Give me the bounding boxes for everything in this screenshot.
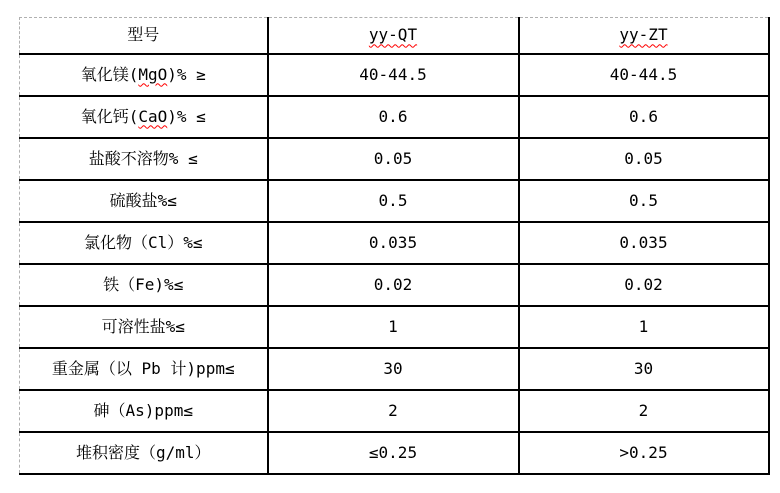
- header-model-cell: 型号: [20, 18, 268, 54]
- value-qt-cell: 40-44.5: [268, 54, 519, 96]
- header-col-qt-cell: [268, 18, 519, 54]
- table-row-soluble-salt: [20, 306, 769, 348]
- value-zt-cell: 1: [519, 306, 769, 348]
- value-zt-cell: >0.25: [519, 432, 769, 474]
- spec-label-cell: 铁（Fe)%≤: [20, 264, 268, 306]
- spec-label-cell: 盐酸不溶物% ≤: [20, 138, 268, 180]
- value-qt-cell: 0.6: [268, 96, 519, 138]
- value-qt-cell: 0.5: [268, 180, 519, 222]
- value-zt-cell: 0.05: [519, 138, 769, 180]
- table-row-arsenic: [20, 390, 769, 432]
- product-spec-table: [19, 17, 770, 475]
- spellcheck-word: yy-ZT: [619, 25, 668, 45]
- spec-label-cell: [20, 96, 268, 138]
- value-zt-cell: 0.035: [519, 222, 769, 264]
- value-qt-cell: 1: [268, 306, 519, 348]
- value-qt-cell: 0.035: [268, 222, 519, 264]
- spec-label-cell: 堆积密度（g/ml）: [20, 432, 268, 474]
- table-row-iron: [20, 264, 769, 306]
- table-row-mgo: [20, 54, 769, 96]
- spellcheck-word: MgO: [138, 64, 168, 84]
- table-row-hcl-insoluble: [20, 138, 769, 180]
- value-qt-cell: 30: [268, 348, 519, 390]
- label-text: )% ≤: [167, 106, 206, 126]
- value-qt-cell: ≤0.25: [268, 432, 519, 474]
- value-qt-cell: 0.02: [268, 264, 519, 306]
- header-col-zt-cell: [519, 18, 769, 54]
- spec-label-cell: 重金属（以 Pb 计)ppm≤: [20, 348, 268, 390]
- value-zt-cell: 0.02: [519, 264, 769, 306]
- spec-label-cell: 氯化物（Cl）%≤: [20, 222, 268, 264]
- spec-label-cell: [20, 54, 268, 96]
- spellcheck-word: CaO: [138, 106, 168, 126]
- label-text: 氧化镁(: [80, 64, 139, 84]
- table-header-row: [20, 18, 769, 54]
- label-text: )% ≥: [167, 64, 206, 84]
- table-row-bulk-density: [20, 432, 769, 474]
- value-zt-cell: 40-44.5: [519, 54, 769, 96]
- spec-label-cell: 砷（As)ppm≤: [20, 390, 268, 432]
- table-row-sulfate: [20, 180, 769, 222]
- label-text: 氧化钙(: [80, 106, 139, 126]
- table-row-chloride: [20, 222, 769, 264]
- value-zt-cell: 2: [519, 390, 769, 432]
- spec-label-cell: 可溶性盐%≤: [20, 306, 268, 348]
- value-zt-cell: 0.6: [519, 96, 769, 138]
- table-row-heavy-metals: [20, 348, 769, 390]
- value-qt-cell: 0.05: [268, 138, 519, 180]
- value-qt-cell: 2: [268, 390, 519, 432]
- value-zt-cell: 0.5: [519, 180, 769, 222]
- spellcheck-word: yy-QT: [368, 25, 418, 45]
- table-row-cao: [20, 96, 769, 138]
- spec-label-cell: 硫酸盐%≤: [20, 180, 268, 222]
- value-zt-cell: 30: [519, 348, 769, 390]
